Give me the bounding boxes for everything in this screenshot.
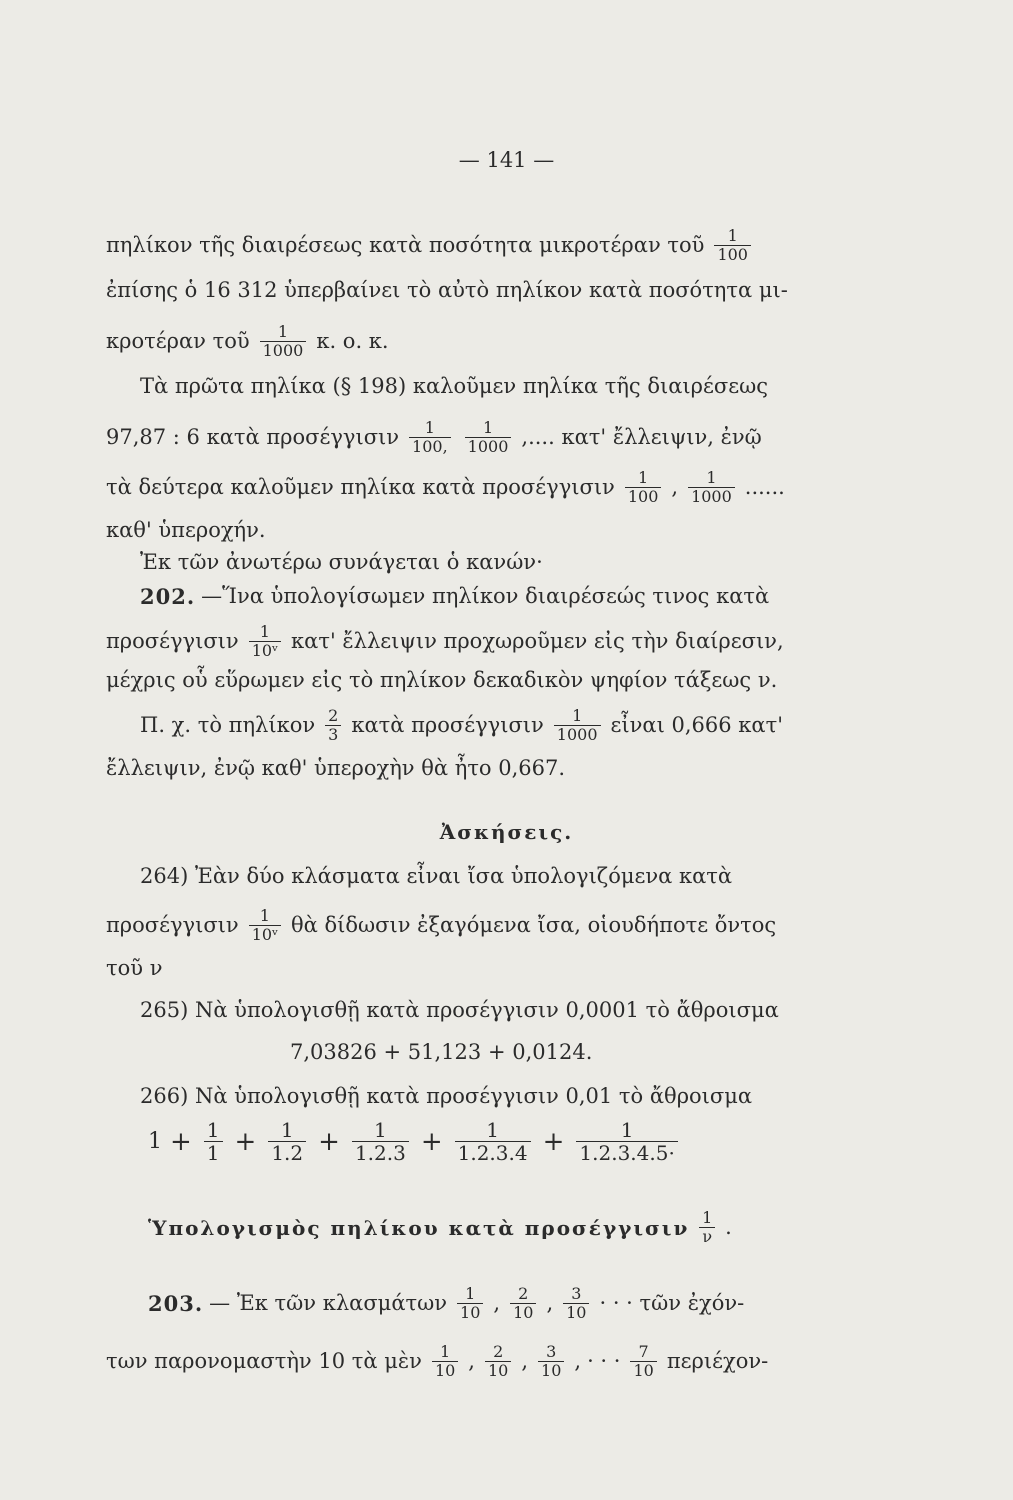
denominator: 1000 [688, 487, 735, 506]
fraction [714, 228, 751, 264]
denominator: 10 [630, 1361, 656, 1380]
text-line-10 [106, 624, 784, 660]
numerator: 1 [638, 468, 649, 487]
text: 265) Νὰ ὑπολογισθῇ κατὰ προσέγγισιν 0,0001 τὸ ἄθροισμα [140, 998, 779, 1022]
fraction [455, 1120, 531, 1164]
fraction [465, 420, 512, 456]
section-heading [148, 1210, 732, 1246]
denominator: 100 [625, 487, 662, 506]
numerator: 1 [280, 1118, 294, 1142]
fraction [625, 470, 662, 506]
fraction [576, 1120, 677, 1164]
text: 7,03826 + 51,123 + 0,0124. [290, 1040, 593, 1064]
fraction [325, 708, 341, 744]
text: μέχρις οὗ εὕρωμεν εἰς τὸ πηλίκον δεκαδικὸν ψηφίον τάξεως ν. [106, 668, 778, 692]
plus-sign: + [542, 1127, 565, 1157]
denominator: 1.2.3.4.5· [576, 1141, 677, 1164]
text: —Ἵνα ὑπολογίσωμεν πηλίκον διαιρέσεώς τινος κατὰ [201, 584, 770, 608]
comma: , [521, 1349, 529, 1374]
exercises-heading [0, 822, 1013, 842]
denominator: 1000 [260, 341, 307, 360]
text: πηλίκον τῆς διαιρέσεως κατὰ ποσότητα μικροτέραν τοῦ [106, 233, 705, 258]
comma: , [546, 1291, 554, 1316]
text: προσέγγισιν [106, 913, 239, 938]
denominator: 1.2 [268, 1141, 306, 1164]
text-line-4 [140, 376, 768, 397]
fraction [432, 1344, 458, 1380]
numerator: 3 [546, 1342, 557, 1361]
text-line-7 [106, 520, 266, 541]
denominator: 1000 [465, 437, 512, 456]
heading-text: Ὑπολογισμὸς πηλίκου κατὰ προσέγγισιν [148, 1215, 690, 1240]
numerator: 1 [259, 622, 270, 641]
period: . [725, 1215, 732, 1240]
fraction [554, 708, 601, 744]
numerator: 1 [706, 468, 717, 487]
text-line-5 [106, 420, 762, 456]
denominator: 100, [409, 437, 451, 456]
denominator: 3 [325, 725, 341, 744]
exercise-266-line-1 [140, 1086, 752, 1107]
text: εἶναι 0,666 κατ' [610, 713, 783, 738]
plus-sign: + [234, 1127, 257, 1157]
text: 266) Νὰ ὑπολογισθῇ κατὰ προσέγγισιν 0,01 τὸ ἄθροισμα [140, 1084, 753, 1108]
numerator: 1 [702, 1208, 713, 1227]
numerator: 1 [277, 322, 289, 341]
numerator: 7 [638, 1342, 649, 1361]
fraction [485, 1344, 511, 1380]
denominator: 1 [204, 1141, 223, 1164]
fraction [688, 470, 735, 506]
text: κροτέραν τοῦ [106, 329, 250, 354]
paragraph-203-line-1 [148, 1286, 744, 1322]
text-line-11 [106, 670, 777, 691]
denominator: 10ᵛ [249, 641, 281, 660]
exercise-264-line-1 [140, 866, 732, 887]
fraction [249, 624, 281, 660]
numerator: 1 [620, 1118, 634, 1142]
fraction [563, 1286, 589, 1322]
text: περιέχον- [666, 1349, 769, 1374]
section-number: 202. [140, 584, 196, 609]
text: · · · τῶν ἐχόν- [599, 1291, 745, 1316]
numerator: 1 [374, 1118, 387, 1142]
text: κατὰ προσέγγισιν [351, 713, 544, 738]
numerator: 3 [571, 1284, 582, 1303]
fraction [630, 1344, 656, 1380]
text: προσέγγισιν [106, 629, 239, 654]
numerator: 1 [440, 1342, 451, 1361]
denominator: ν [699, 1227, 715, 1246]
text: ἔλλειψιν, ἐνῷ καθ' ὑπεροχὴν θὰ ἦτο 0,667. [106, 756, 566, 780]
denominator: 10 [563, 1303, 589, 1322]
exercise-264-line-3 [106, 958, 162, 979]
fraction [260, 324, 307, 360]
numerator: 2 [518, 1284, 529, 1303]
text: ...... [744, 475, 785, 500]
numerator: 1 [424, 418, 435, 437]
denominator: 1.2.3.4 [455, 1141, 531, 1164]
page-number-text: — 141 — [458, 148, 555, 172]
heading-text: Ἀσκήσεις. [439, 820, 574, 844]
numerator: 1 [572, 706, 583, 725]
numerator: 1 [259, 906, 270, 925]
text: καθ' ὑπεροχήν. [106, 518, 266, 542]
fraction [249, 908, 281, 944]
text-line-2 [106, 280, 788, 301]
section-number: 203. [148, 1291, 204, 1317]
fraction [538, 1344, 564, 1380]
text: των παρονομαστὴν 10 τὰ μὲν [106, 1349, 422, 1374]
comma: , [574, 1349, 582, 1374]
fraction [699, 1210, 715, 1246]
text: — Ἐκ τῶν κλασμάτων [209, 1291, 448, 1316]
exercise-264-line-2 [106, 908, 776, 944]
exercise-266-sum [148, 1120, 682, 1164]
numerator: 2 [328, 706, 339, 725]
text: 97,87 : 6 κατὰ προσέγγισιν [106, 425, 400, 450]
numerator: 2 [493, 1342, 504, 1361]
exercise-265-line-2 [290, 1042, 592, 1063]
text: Π. χ. τὸ πηλίκον [140, 713, 316, 738]
denominator: 10 [485, 1361, 511, 1380]
text: Τὰ πρῶτα πηλίκα (§ 198) καλοῦμεν πηλίκα τῆς διαιρέσεως [140, 374, 768, 398]
denominator: 10 [457, 1303, 483, 1322]
text: τοῦ ν [106, 956, 163, 980]
fraction [409, 420, 451, 456]
numerator: 1 [727, 226, 738, 245]
text: τὰ δεύτερα καλοῦμεν πηλίκα κατὰ προσέγγισιν [106, 475, 615, 500]
text-line-13 [106, 758, 565, 779]
comma: , [671, 475, 679, 500]
fraction [510, 1286, 536, 1322]
denominator: 10 [510, 1303, 536, 1322]
denominator: 100 [714, 245, 751, 264]
fraction [352, 1120, 409, 1164]
numerator: 1 [486, 1118, 499, 1142]
text-line-1 [106, 228, 755, 264]
exercise-265-line-1 [140, 1000, 779, 1021]
fraction [204, 1120, 223, 1164]
paragraph-203-line-2 [106, 1344, 768, 1380]
plus-sign: + [170, 1127, 192, 1157]
comma: , [468, 1349, 475, 1374]
term: 1 [148, 1129, 162, 1154]
text: θὰ δίδωσιν ἐξαγόμενα ἴσα, οἱουδήποτε ὄντος [291, 913, 777, 938]
text: ἐπίσης ὁ 16 312 ὑπερβαίνει τὸ αὐτὸ πηλίκον κατὰ ποσότητα μι- [106, 278, 788, 302]
comma: , [493, 1291, 501, 1316]
text-line-8 [140, 552, 543, 573]
text: ,.... κατ' ἔλλειψιν, ἐνῷ [521, 425, 762, 450]
text: Ἐκ τῶν ἀνωτέρω συνάγεται ὁ κανών· [140, 550, 543, 574]
plus-sign: + [420, 1127, 443, 1157]
denominator: 10ᵛ [249, 925, 281, 944]
denominator: 1000 [554, 725, 601, 744]
plus-sign: + [318, 1127, 340, 1157]
text: κ. ο. κ. [316, 329, 389, 354]
denominator: 1.2.3 [352, 1141, 409, 1164]
denominator: 10 [538, 1361, 564, 1380]
numerator: 1 [206, 1118, 220, 1142]
fraction [268, 1120, 306, 1164]
numerator: 1 [482, 418, 494, 437]
text: 264) Ἐὰν δύο κλάσματα εἶναι ἴσα ὑπολογιζόμενα κατὰ [140, 864, 733, 888]
text-line-12 [140, 708, 783, 744]
fraction [457, 1286, 483, 1322]
numerator: 1 [465, 1284, 476, 1303]
paragraph-202 [140, 586, 769, 607]
text-line-3 [106, 324, 389, 360]
denominator: 10 [432, 1361, 458, 1380]
text-line-6 [106, 470, 785, 506]
ellipsis: · · · [587, 1349, 621, 1374]
text: κατ' ἔλλειψιν προχωροῦμεν εἰς τὴν διαίρεσιν, [291, 629, 784, 654]
page-number [0, 150, 1013, 171]
